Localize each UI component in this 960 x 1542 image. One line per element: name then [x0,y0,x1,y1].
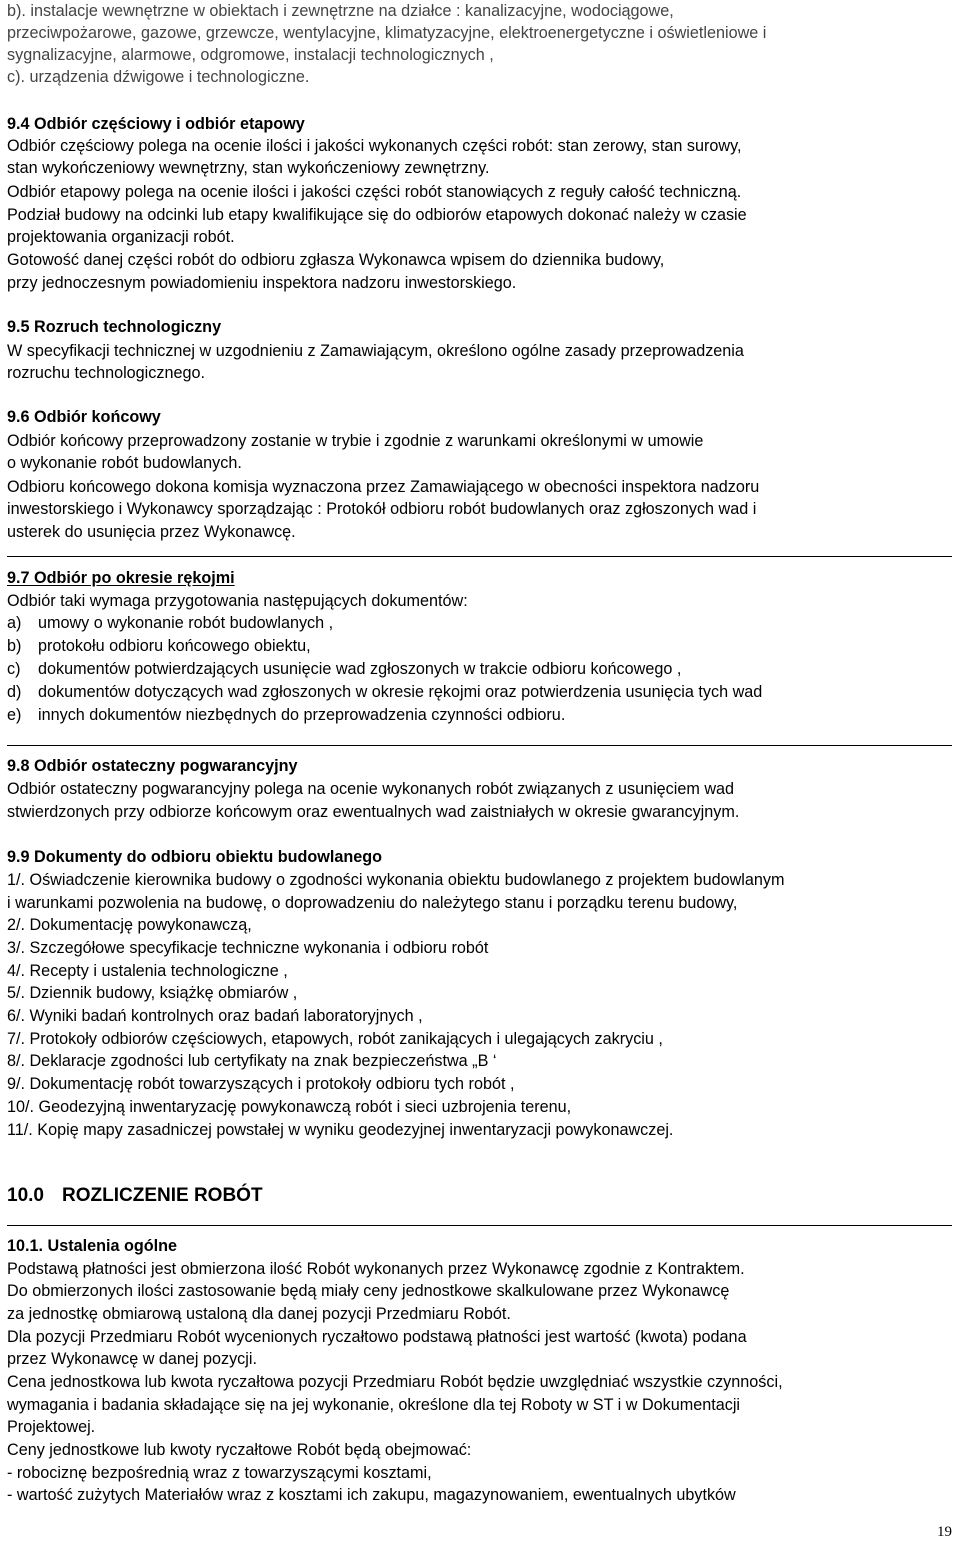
text-line: stan wykończeniowy wewnętrzny, stan wykończeniowy zewnętrzny. [7,159,490,177]
text-line: 7/. Protokoły odbiorów częściowych, etapowych, robót zanikających i ulegających zakryciu , [7,1030,663,1048]
text-line: 3/. Szczegółowe specyfikacje techniczne wykonania i odbioru robót [7,939,489,957]
list-marker: a) [7,614,22,632]
list-item-text: dokumentów potwierdzających usunięcie wad zgłoszonych w trakcie odbioru końcowego , [38,660,682,678]
text-line: 8/. Deklaracje zgodności lub certyfikaty na znak bezpieczeństwa „B ‘ [7,1052,497,1070]
text-line: Podział budowy na odcinki lub etapy kwalifikujące się do odbiorów etapowych dokonać należy w czasie [7,206,747,224]
list-marker: b) [7,637,22,655]
list-item-text: umowy o wykonanie robót budowlanych , [38,614,334,632]
text-line: inwestorskiego i Wykonawcy sporządzając : Protokół odbioru robót budowlanych oraz zgłoszonych wad i [7,500,757,518]
text-line: - robociznę bezpośrednią wraz z towarzyszącymi kosztami, [7,1464,432,1482]
text-line: 2/. Dokumentację powykonawczą, [7,916,252,934]
list-item-text: innych dokumentów niezbędnych do przeprowadzenia czynności odbioru. [38,706,566,724]
text-line: Odbioru końcowego dokona komisja wyznaczona przez Zamawiającego w obecności inspektora nadzoru [7,478,760,496]
list-marker: d) [7,683,22,701]
text-line: 4/. Recepty i ustalenia technologiczne , [7,962,288,980]
page-number: 19 [937,1524,952,1540]
text-line: stwierdzonych przy odbiorze końcowym oraz ewentualnych wad zaistniałych w okresie gwarancyjnym. [7,803,740,821]
section-divider [7,556,952,557]
list-item [7,681,762,703]
text-line: Odbiór etapowy polega na ocenie ilości i jakości części robót stanowiących z reguły całość techniczną. [7,183,742,201]
text-line: przeciwpożarowe, gazowe, grzewcze, wentylacyjne, klimatyzacyjne, elektroenergetyczne i oświetleniowe i [7,24,767,42]
section-heading: 9.7 Odbiór po okresie rękojmi [7,569,235,587]
section-heading: 9.9 Dokumenty do odbioru obiektu budowlanego [7,848,383,866]
list-marker: c) [7,660,21,678]
text-line: 9/. Dokumentację robót towarzyszących i protokoły odbioru tych robót , [7,1075,515,1093]
list-item-text: dokumentów dotyczących wad zgłoszonych w okresie rękojmi oraz potwierdzenia usunięcia tych wad [38,683,763,701]
text-line: Projektowej. [7,1418,96,1436]
text-line: i warunkami pozwolenia na budowę, o doprowadzeniu do należytego stanu i porządku terenu budowy, [7,894,738,912]
text-line: 11/. Kopię mapy zasadniczej powstałej w wyniku geodezyjnej inwentaryzacji powykonawczej. [7,1121,674,1139]
text-line: 1/. Oświadczenie kierownika budowy o zgodności wykonania obiektu budowlanego z projektem budowlanym [7,871,785,889]
text-line: Odbiór taki wymaga przygotowania następujących dokumentów: [7,592,468,610]
text-line: Odbiór ostateczny pogwarancyjny polega na ocenie wykonanych robót związanych z usunięciem wad [7,780,735,798]
chapter-heading [7,1185,263,1207]
text-line: Odbiór końcowy przeprowadzony zostanie w trybie i zgodnie z warunkami określonymi w umowie [7,432,704,450]
chapter-title: ROZLICZENIE ROBÓT [62,1185,263,1206]
section-heading: 9.4 Odbiór częściowy i odbiór etapowy [7,115,305,133]
section-heading: 10.1. Ustalenia ogólne [7,1237,178,1255]
section-divider [7,1225,952,1226]
text-line: usterek do usunięcia przez Wykonawcę. [7,523,296,541]
list-item [7,635,311,657]
text-line: o wykonanie robót budowlanych. [7,454,242,472]
text-line: 6/. Wyniki badań kontrolnych oraz badań laboratoryjnych , [7,1007,423,1025]
text-line: Cena jednostkowa lub kwota ryczałtowa pozycji Przedmiaru Robót będzie uwzględniać wszystkie czynności, [7,1373,783,1391]
text-line: sygnalizacyjne, alarmowe, odgromowe, instalacji technologicznych , [7,46,494,64]
text-line: Do obmierzonych ilości zastosowanie będą miały ceny jednostkowe skalkulowane przez Wykonawcę [7,1282,730,1300]
section-divider [7,745,952,746]
text-line: 10/. Geodezyjną inwentaryzację powykonawczą robót i sieci uzbrojenia terenu, [7,1098,572,1116]
text-line: - wartość zużytych Materiałów wraz z kosztami ich zakupu, magazynowaniem, ewentualnych ubytków [7,1486,736,1504]
text-line: za jednostkę obmiarową ustaloną dla danej pozycji Przedmiaru Robót. [7,1305,511,1323]
text-line: wymagania i badania składające się na jej wykonanie, określone dla tej Roboty w ST i w Dokumentacji [7,1396,741,1414]
text-line: rozruchu technologicznego. [7,364,205,382]
list-item-text: protokołu odbioru końcowego obiektu, [38,637,311,655]
list-marker: e) [7,706,22,724]
text-line: Gotowość danej części robót do odbioru zgłasza Wykonawca wpisem do dziennika budowy, [7,251,665,269]
text-line: W specyfikacji technicznej w uzgodnieniu z Zamawiającym, określono ogólne zasady przeprowadzenia [7,342,744,360]
text-line: przez Wykonawcę w danej pozycji. [7,1350,257,1368]
text-line: Dla pozycji Przedmiaru Robót wycenionych ryczałtowo podstawą płatności jest wartość (kwota) podana [7,1328,747,1346]
text-line: przy jednoczesnym powiadomieniu inspektora nadzoru inwestorskiego. [7,274,517,292]
text-line: Odbiór częściowy polega na ocenie ilości i jakości wykonanych części robót: stan zerowy, stan surowy, [7,137,742,155]
section-heading: 9.8 Odbiór ostateczny pogwarancyjny [7,757,298,775]
list-item [7,704,565,726]
section-heading: 9.6 Odbiór końcowy [7,408,161,426]
chapter-number: 10.0 [7,1185,44,1206]
text-line: Ceny jednostkowe lub kwoty ryczałtowe Robót będą obejmować: [7,1441,472,1459]
text-line: 5/. Dziennik budowy, książkę obmiarów , [7,984,298,1002]
list-item [7,658,681,680]
text-line: c). urządzenia dźwigowe i technologiczne. [7,68,310,86]
list-item [7,612,333,634]
section-heading: 9.5 Rozruch technologiczny [7,318,222,336]
text-line: Podstawą płatności jest obmierzona ilość Robót wykonanych przez Wykonawcę zgodnie z Kontraktem. [7,1260,745,1278]
text-line: b). instalacje wewnętrzne w obiektach i zewnętrzne na działce : kanalizacyjne, wodociągowe, [7,2,674,20]
text-line: projektowania organizacji robót. [7,228,235,246]
